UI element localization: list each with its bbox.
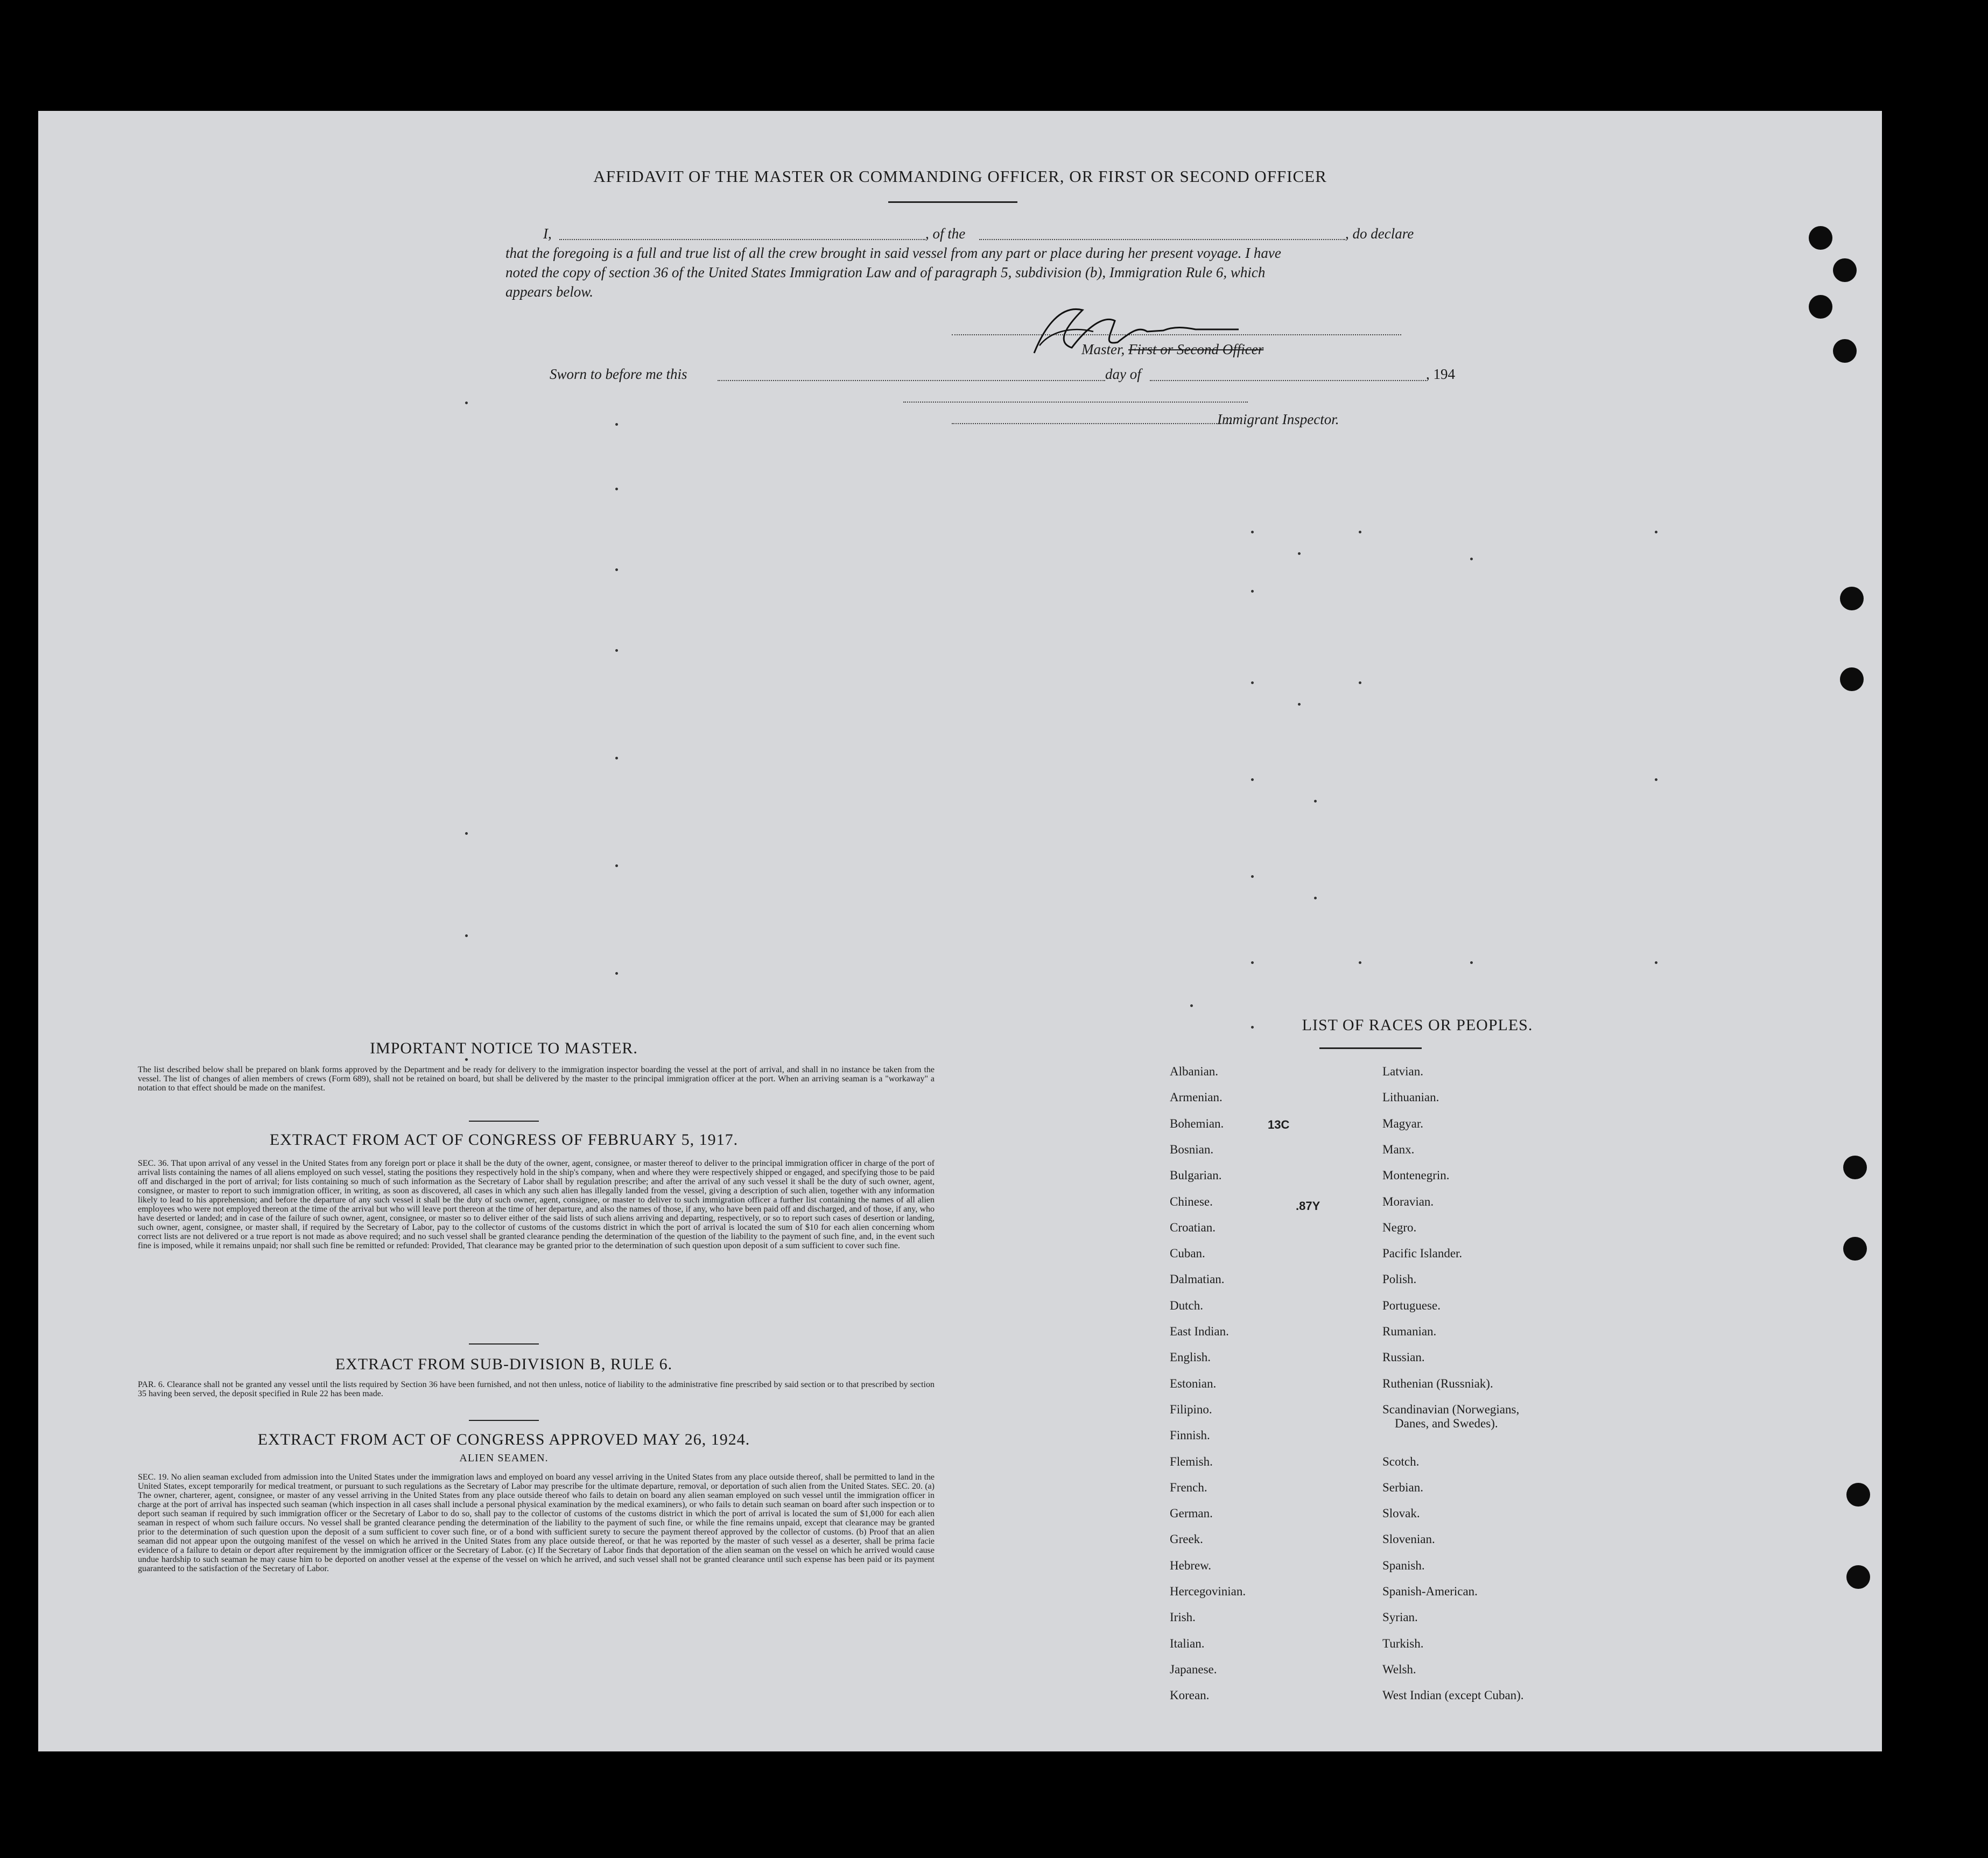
- dot: [1655, 961, 1657, 964]
- dot: [1655, 778, 1657, 781]
- race-right-item: Slovak.: [1382, 1507, 1420, 1521]
- race-right-item: Spanish.: [1382, 1558, 1425, 1572]
- dot: [1251, 961, 1254, 964]
- race-left-item: Albanian.: [1170, 1065, 1219, 1078]
- dot: [1359, 531, 1361, 533]
- inspector-line-2[interactable]: [952, 423, 1232, 424]
- race-right-item: Magyar.: [1382, 1116, 1424, 1130]
- dot: [1655, 531, 1657, 533]
- race-right-item: Syrian.: [1382, 1610, 1418, 1624]
- affidavit-i: I,: [543, 226, 552, 242]
- race-left-item: Filipino.: [1170, 1402, 1212, 1416]
- extract3-body: SEC. 19. No alien seaman excluded from admission into the United States under the immigration laws and employed on board any vessel arriving in the United States from any place outside thereof, shall be permitted to land in the United States, except temporarily for medical treatment, or pursuant to such regulations as the Secretary of Labor may prescribe for the ultimate departure, removal, or deportation of such alien from the United States. SEC. 20. (a) The owner, charterer, agent, consignee, or master of any vessel arriving in the United States from any place outside thereof who fails to detain on board any alien seaman employed on such vessel until the immigration officer in charge at the port of arrival has inspected such seaman (which inspection in all cases shall include a personal physical examination by the medical examiners), or who fails to detain such seaman on board after such inspection or to deport such seaman if required by such immigration officer or the Secretary of Labor to do so, shall pay to the collector of customs of the customs district in which the port of arrival is located the sum of $1,000 for each alien seaman in respect of whom such failure occurs. No vessel shall be granted clearance pending the determination of the liability to the payment of such fine, or while the fine remains unpaid, except that clearance may be granted prior to the determination of such question upon the deposit of a sum sufficient to cover such fine, or of a bond with sufficient surety to secure the payment thereof approved by the collector of customs. (b) Proof that an alien seaman did not appear upon the outgoing manifest of the vessel on which he arrived in the United States from any place outside thereof, or that he was reported by the master of such vessel as a deserter, shall be prima facie evidence of a failure to detain or deport after requirement by the immigration officer or the Secretary of Labor. (c) If the Secretary of Labor finds that deportation of the alien seaman on the vessel on which he arrived would cause undue hardship to such seaman he may cause him to be deported on another vessel at the expense of the vessel on which he arrived, and such vessel shall not be granted clearance until such expense has been paid or its payment guaranteed to the satisfaction of the Secretary of Labor.: [138, 1473, 935, 1573]
- sworn-label: Sworn to before me this: [550, 366, 687, 382]
- race-right-item: West Indian (except Cuban).: [1382, 1688, 1524, 1702]
- race-right-item: Spanish-American.: [1382, 1585, 1478, 1598]
- master-text: Master,: [1081, 341, 1125, 357]
- race-left-item: Greek.: [1170, 1532, 1203, 1546]
- dot: [1251, 875, 1254, 878]
- dot: [465, 402, 468, 404]
- race-left-item: Dalmatian.: [1170, 1272, 1225, 1286]
- races-rule: [1319, 1047, 1422, 1049]
- dot: [1251, 778, 1254, 781]
- inspector-label: Immigrant Inspector.: [1217, 411, 1339, 427]
- race-right-item: Moravian.: [1382, 1194, 1434, 1208]
- inspector-line-1[interactable]: [903, 402, 1248, 403]
- affidavit-line-3: noted the copy of section 36 of the United States Immigration Law and of paragraph 5, subdivision (b), Immigration Rule 6, which: [505, 264, 1266, 280]
- race-right-item: Scandinavian (Norwegians,: [1382, 1402, 1520, 1416]
- race-right-item: Lithuanian.: [1382, 1090, 1439, 1104]
- punch-hole: [1843, 1237, 1867, 1261]
- race-left-item: Korean.: [1170, 1688, 1210, 1702]
- race-left-item: Irish.: [1170, 1610, 1196, 1624]
- month-blank[interactable]: [1150, 380, 1426, 381]
- race-right-item: Montenegrin.: [1382, 1169, 1450, 1183]
- race-scandinavian-cont: Danes, and Swedes).: [1395, 1416, 1498, 1430]
- dot: [615, 864, 618, 867]
- dot: [615, 757, 618, 759]
- divider: [469, 1420, 539, 1421]
- punch-hole: [1846, 1565, 1870, 1589]
- notice-title: IMPORTANT NOTICE TO MASTER.: [370, 1039, 638, 1057]
- race-left-item: Cuban.: [1170, 1247, 1205, 1261]
- race-right-item: Russian.: [1382, 1350, 1425, 1364]
- race-left-item: English.: [1170, 1350, 1211, 1364]
- extract3-subtitle: ALIEN SEAMEN.: [459, 1452, 549, 1464]
- affidavit-line-2: that the foregoing is a full and true list of all the crew brought in said vessel from any part or place during her present voyage. I have: [505, 245, 1281, 261]
- punch-hole: [1833, 339, 1857, 363]
- master-label: [1081, 341, 1263, 358]
- punch-hole: [1809, 295, 1832, 319]
- punch-hole: [1840, 587, 1864, 610]
- title-rule: [888, 201, 1017, 203]
- dot: [615, 423, 618, 426]
- extract1-body: SEC. 36. That upon arrival of any vessel in the United States from any foreign port or place it shall be the duty of the owner, agent, consignee, or master thereof to deliver to the principal immigration officer in charge of the port of arrival lists containing the names of all aliens employed on such vessel, stating the positions they respectively hold in the ship's company, when and where they were respectively shipped or engaged, and specifying those to be paid off and discharged in the port of arrival; for lists containing so much of such information as the Secretary of Labor shall by regulation prescribe; and after the arrival of any such vessel it shall be the duty of such owner, agent, consignee, or master to report to such immigration officer, in writing, as soon as discovered, all cases in which any such alien has illegally landed from the vessel, giving a description of such alien, together with any information likely to lead to his apprehension; and before the departure of any such vessel it shall be the duty of such owner, agent, consignee, or master to deliver to such immigration officer a further list containing the names of all alien employees who were not employed thereon at the time of the arrival but who will leave port thereon at the time of her departure, and also the names of those, if any, who have been paid off and discharged, and of those, if any, who have deserted or landed; and in case of the failure of such owner, agent, consignee, or master so to deliver either of the said lists of such aliens arriving and departing, respectively, or so to report such cases of desertion or landing, such owner, agent, consignee, or master shall, if required by the Secretary of Labor, pay to the collector of customs of the customs district in which the port of arrival is located the sum of $10 for each alien concerning whom correct lists are not delivered or a true report is not made as above required; and no such vessel shall be granted clearance pending the determination of the question of the liability to the payment of such fine, and, in the event such fine is imposed, while it remains unpaid; nor shall such fine be remitted or refunded: Provided, That clearance may be granted prior to the determination of such question upon deposit of a sum sufficient to cover such fine.: [138, 1159, 935, 1250]
- race-right-item: Ruthenian (Russniak).: [1382, 1376, 1493, 1390]
- punch-hole: [1833, 258, 1857, 282]
- race-right-item: Turkish.: [1382, 1636, 1424, 1650]
- punch-hole: [1840, 667, 1864, 691]
- dot: [1314, 800, 1317, 803]
- struck-officer-text: First or Second Officer: [1128, 341, 1264, 357]
- dot: [1359, 961, 1361, 964]
- race-left-item: Armenian.: [1170, 1090, 1223, 1104]
- affidavit-body: [505, 224, 1474, 301]
- race-left-item: Flemish.: [1170, 1454, 1213, 1468]
- race-right-item: Negro.: [1382, 1220, 1417, 1234]
- affidavit-line-4: appears below.: [505, 284, 593, 300]
- race-right-item: Polish.: [1382, 1272, 1417, 1286]
- document-page: [38, 111, 1882, 1751]
- sworn-day-blank[interactable]: [718, 380, 1105, 381]
- dot: [615, 972, 618, 975]
- punch-hole: [1809, 226, 1832, 250]
- divider: [469, 1343, 539, 1345]
- race-left-item: German.: [1170, 1507, 1213, 1521]
- race-left-item: Japanese.: [1170, 1662, 1217, 1676]
- day-of-label: day of: [1105, 366, 1141, 382]
- divider: [469, 1121, 539, 1122]
- marginal-note-1: 13C: [1268, 1118, 1290, 1131]
- dot: [1190, 1004, 1193, 1007]
- dot: [1314, 897, 1317, 899]
- race-right-item: Portuguese.: [1382, 1298, 1441, 1312]
- dot: [1298, 552, 1301, 555]
- extract1-title: EXTRACT FROM ACT OF CONGRESS OF FEBRUARY 5, 1917.: [269, 1131, 739, 1149]
- races-title: LIST OF RACES OR PEOPLES.: [1302, 1016, 1533, 1034]
- affidavit-declare: , do declare: [1345, 226, 1414, 242]
- race-left-item: Croatian.: [1170, 1220, 1216, 1234]
- race-right-item: Latvian.: [1382, 1065, 1423, 1078]
- marginal-note-2: .87Y: [1296, 1199, 1320, 1213]
- race-left-item: Chinese.: [1170, 1194, 1213, 1208]
- dot: [1251, 531, 1254, 533]
- dot: [1470, 961, 1473, 964]
- punch-hole: [1846, 1483, 1870, 1507]
- dot: [615, 488, 618, 490]
- race-left-item: Hercegovinian.: [1170, 1585, 1246, 1598]
- dot: [1251, 590, 1254, 593]
- punch-hole: [1843, 1156, 1867, 1179]
- race-right-item: Serbian.: [1382, 1480, 1424, 1494]
- race-left-item: Finnish.: [1170, 1428, 1210, 1442]
- dot: [1251, 681, 1254, 684]
- race-left-item: French.: [1170, 1480, 1207, 1494]
- race-left-item: Bosnian.: [1170, 1142, 1214, 1156]
- dot: [1470, 558, 1473, 560]
- race-left-item: Hebrew.: [1170, 1558, 1212, 1572]
- race-right-item: Manx.: [1382, 1142, 1415, 1156]
- race-left-item: Bulgarian.: [1170, 1169, 1222, 1183]
- notice-body: The list described below shall be prepared on blank forms approved by the Department and be ready for delivery to the immigration inspector boarding the vessel at the port of arrival, and shall in no instance be taken from the vessel. The list of changes of alien members of crews (Form 689), shall not be retained on board, but shall be delivered by the master to the principal immigration officer at the port. When an arriving seaman is a "workaway" a notation to that effect should be made on the manifest.: [138, 1065, 935, 1093]
- vessel-blank[interactable]: [979, 239, 1345, 240]
- race-left-item: Bohemian.: [1170, 1116, 1224, 1130]
- race-right-item: Welsh.: [1382, 1662, 1416, 1676]
- affidavit-title: AFFIDAVIT OF THE MASTER OR COMMANDING OFFICER, OR FIRST OR SECOND OFFICER: [593, 167, 1327, 186]
- extract3-title: EXTRACT FROM ACT OF CONGRESS APPROVED MAY 26, 1924.: [257, 1431, 750, 1448]
- dot: [465, 934, 468, 937]
- race-right-item: Rumanian.: [1382, 1325, 1437, 1338]
- race-left-item: East Indian.: [1170, 1325, 1229, 1338]
- race-left-item: Estonian.: [1170, 1376, 1217, 1390]
- year-label: , 194: [1426, 366, 1455, 382]
- race-right-item: Slovenian.: [1382, 1532, 1435, 1546]
- dot: [1298, 703, 1301, 706]
- dot: [1359, 681, 1361, 684]
- name-blank[interactable]: [559, 239, 925, 240]
- dot: [615, 649, 618, 652]
- extract2-body: PAR. 6. Clearance shall not be granted any vessel until the lists required by Section 36 have been furnished, and not then unless, notice of liability to the administrative fine prescribed by said section or to that prescribed by section 35 having been served, the deposit specified in Rule 22 has been made.: [138, 1380, 935, 1398]
- dot: [465, 832, 468, 835]
- dot: [465, 1058, 468, 1061]
- affidavit-of-the: , of the: [925, 226, 966, 242]
- dot: [615, 568, 618, 571]
- race-right-item: Scotch.: [1382, 1454, 1420, 1468]
- race-left-item: Dutch.: [1170, 1298, 1203, 1312]
- race-right-item: Pacific Islander.: [1382, 1247, 1463, 1261]
- extract2-title: EXTRACT FROM SUB-DIVISION B, RULE 6.: [335, 1355, 673, 1373]
- race-left-item: Italian.: [1170, 1636, 1205, 1650]
